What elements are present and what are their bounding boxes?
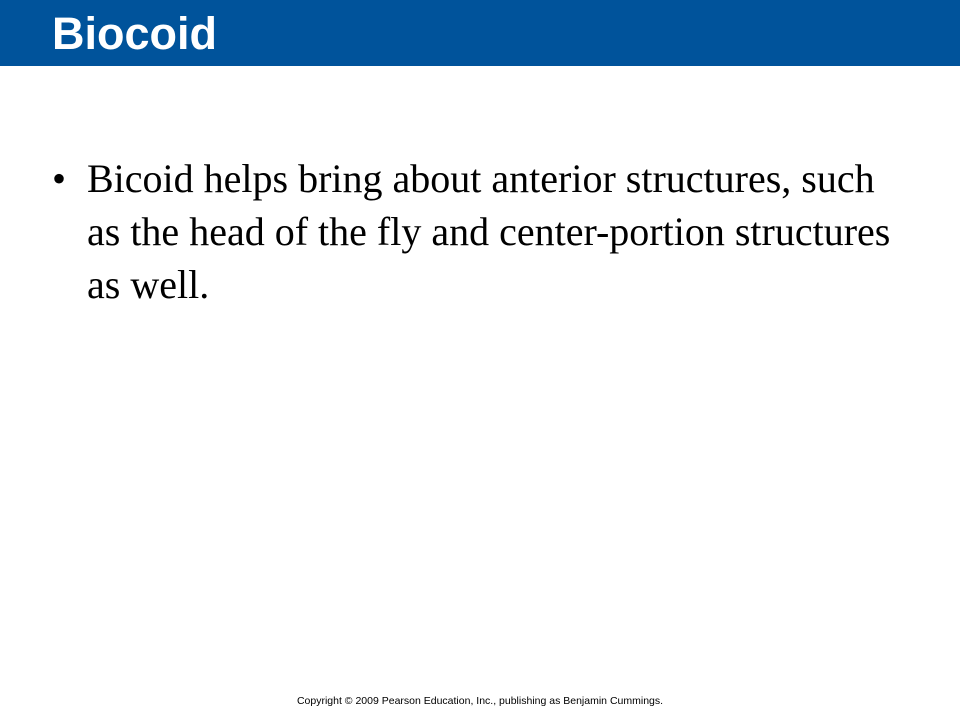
copyright-notice: Copyright © 2009 Pearson Education, Inc., publishing as Benjamin Cummings. (296, 695, 664, 707)
slide-title: Biocoid (52, 8, 217, 59)
bullet-dot-icon: • (52, 156, 67, 201)
title-bar (0, 0, 960, 66)
bullet-text: Bicoid helps bring about anterior structures, such as the head of the fly and center-portion structures as well. (87, 156, 891, 307)
bullet-list (52, 152, 912, 311)
bullet-item (52, 152, 912, 311)
